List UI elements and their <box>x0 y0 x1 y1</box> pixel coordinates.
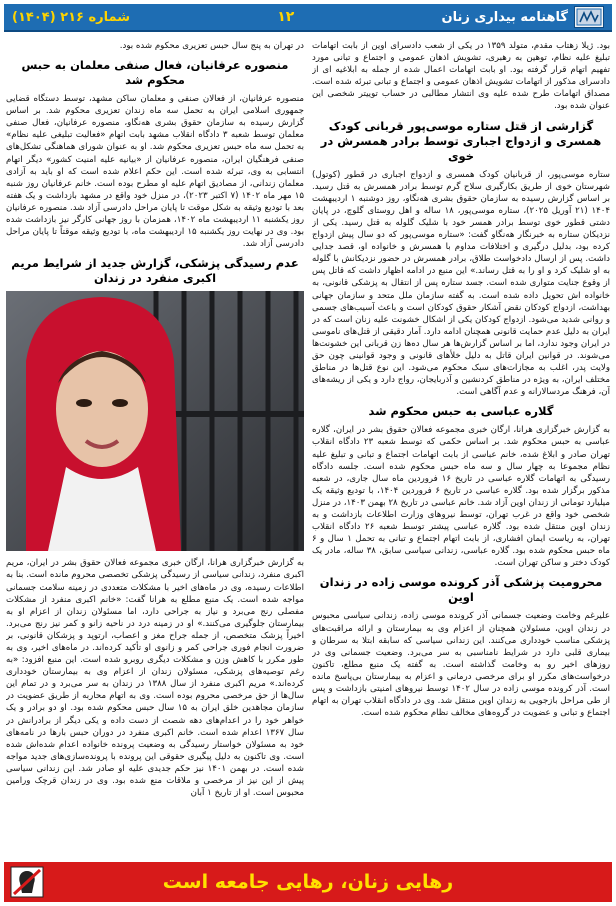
page-footer <box>4 862 612 902</box>
article-body: به گزارش خبرگزاری هرانا، ارگان خبری مجموعه فعالان حقوق بشر در ایران، گلاره عباسی به حبس محکوم شد. بر اساس حکمی که توسط شعبه ۲۳ دادگاه انقلاب تهران صادر و ابلاغ شده، خانم عباسی از بابت اتهامات اجتماع و تبانی و تبلیغ علیه نظام مجموعا به چهار سال و سه ماه حبس محکوم شده است. جلسه دادگاه رسیدگی به اتهامات گلاره عباسی در تاریخ ۱۶ فروردین ماه سال جاری، در شعبه مذکور برگزار شده بود. گلاره عباسی در تاریخ ۶ فروردین ۱۴۰۴، با تودیع وثیقه یک میلیارد تومانی از زندان اوین آزاد شد. خانم عباسی در تاریخ ۲۸ بهمن ۱۴۰۳، در منزل شخصی خود واقع در غرب تهران، توسط نیروهای وزارت اطلاعات بازداشت و به زندان اوین منتقل شده بود. گلاره عباسی پیشتر توسط شعبه ۲۶ دادگاه انقلاب تهران، به ریاست ایمان افشاری، از بابت اتهام اجتماع و تبانی به تحمل ۱ سال و ۶ ماه حبس محکوم شده بود. گلاره عباسی، زندانی سیاسی سابق، ۳۸ ساله، مادر یک کودک دختر و ساکن تهران است. <box>312 425 610 569</box>
article-body: به گزارش خبرگزاری هرانا، ارگان خبری مجموعه فعالان حقوق بشر در ایران، مریم اکبری منفرد، زندانی سیاسی از رسیدگی پزشکی تخصصی محروم مانده است. بنا به اطلاعات رسیده، وی در ماه‌های اخیر با مشکلات متعددی در زمینه سلامت جسمانی مواجه شده است. یک منبع مطلع به هرانا گفت: «خانم اکبری منفرد از مشکلات مفصلی رنج می‌برد و نیاز به جراحی دارد، اما مسئولان زندان از اعزام او به بیمارستان جلوگیری می‌کنند.» او در زمینه درد در ناحیه زانو و کمر نیز رنج می‌برد. اخیراً پزشک متخصص، از جمله جراح مغز و اعصاب، ارتوپد و پزشکان قانونی، بر ضرورت انجام فوری جراحی کمر و زانوی او تأکید کرده‌اند. در ماه‌های اخیر، وی به طور مکرر با کاهش وزن و مشکلات دیگری روبرو شده است. این منبع افزود: «به رغم توصیه‌های پزشکی، مسئولان زندان از اعزام وی به بیمارستان خودداری کرده‌اند.» مریم اکبری منفرد از سال ۱۳۸۸ در زندان به سر می‌برد و در تمام این سال‌ها از حق مرخصی محروم بوده است. وی به اتهام محاربه از طریق عضویت در سازمان مجاهدین خلق ایران به ۱۵ سال حبس محکوم شده بود. او دو برادر و یک خواهر خود را در اعدام‌های دهه شصت از دست داده و یکی دیگر از برادرانش در سال ۱۳۶۷ اعدام شده است. خانم اکبری منفرد در دوران حبس بارها در نامه‌های خود به مسئولان خواستار رسیدگی به وضعیت پرونده خانواده اعدام شده‌اش شده است. وی تاکنون به دلیل پیگیری حقوقی این پرونده با پرونده‌سازی‌های جدید مواجه شده است. در بهمن ۱۴۰۱ نیز حکم جدیدی علیه او صادر شد. این زندانی سیاسی پیش از این نیز از مرخصی و ملاقات منع شده بود. وی در زندان قرچک ورامین محبوس است. او از تاریخ ۱ آبان <box>6 558 304 799</box>
lead-paragraph: در تهران به پنج سال حبس تعزیری محکوم شده بود. <box>119 41 304 51</box>
page-header <box>4 4 612 32</box>
article-title: منصوره عرفانیان، فعال صنفی معلمان به حبس محکوم شد <box>21 58 289 88</box>
left-column <box>6 40 304 855</box>
article-body: علیرغم وخامت وضعیت جسمانی آذر کرونده موسی زاده، زندانی سیاسی محبوس در زندان اوین، مسئولان همچنان از اعزام وی به بیمارستان و ارائه مراقبت‌های پزشکی مناسب خودداری می‌کنند. این زندانی سیاسی که سابقه ابتلا به سرطان و بیماری قلبی دارد در شرایط نامناسبی به سر می‌برد. وضعیت جسمانی وی در روزهای اخیر رو به وخامت گذاشته است. به گفته یک منبع مطلع، تاکنون درخواست‌های مکرر او برای مرخصی درمانی و اعزام به بیمارستان بی‌پاسخ مانده است. آذر کرونده موسی زاده در سال ۱۴۰۲ توسط نیروهای امنیتی بازداشت و پس از طی مراحل بازجویی به زندان اوین منتقل شد. وی در دادگاه انقلاب تهران به اتهام اجتماع و تبانی و عضویت در گروه‌های مخالف نظام محکوم شده است. <box>312 611 610 719</box>
footer-slogan: رهایی زنان، رهایی جامعه است <box>162 871 454 893</box>
stop-violence-icon <box>10 866 44 898</box>
issue-label: شماره ۲۱۶ (۱۴۰۴) <box>12 9 131 25</box>
portrait-photo <box>6 291 304 551</box>
article-body: ستاره موسی‌پور، از قربانیان کودک همسری و ازدواج اجباری در قطور (کوتول) شهرستان خوی از طریق بکارگیری سلاح گرم توسط برادر همسرش به قتل رسید. بر اساس گزارش رسیده به سازمان حقوق بشری هه‌نگاو، روز دوشنبه ۱ اردیبهشت ۱۴۰۴ (۲۱ آوریل ۲۰۲۵)، ستاره موسی‌پور، ۱۸ ساله و اهل روستای گلوچ، در پایان دشتی قطور خوی توسط برادر همسر خود با شلیک گلوله به قتل رسید. یکی از نزدیکان ستاره به خبرنگار هه‌نگاو گفت: «ستاره موسی‌پور که دو سال پیش ازدواج کرده بود، بدلیل درگیری و اختلافات مداوم با همسرش و خانواده او، قصد جدایی داشت. پس از ارسال دادخواست طلاق، برادر همسرش در حضور نزدیکانش با گلوله به او شلیک کرد و او را به قتل رساند.» این منبع در ادامه اظهار داشت که قاتل پس از وقوع جنایت متواری شده است. جسد ستاره پس از انتقال به پزشکی قانونی، به خانواده اش تحویل داده شده است. به گفته سازمان ملل متحد و سازمان جهانی بهداشت، ازدواج کودکان نقض آشکار حقوق کودکان است و باعث آسیب‌های جسمی و روانی شدید می‌شود. ازدواج کودکان یکی از اشکال خشونت علیه زنان است که در ایران به دلیل عدم حمایت قانونی همچنان ادامه دارد. آمار دقیقی از قتل‌های ناموسی در ایران وجود ندارد، اما بر اساس گزارش‌ها هر سال ده‌ها زن قربانی این خشونت‌ها می‌شوند. در قوانین ایران قاتل به دلیل خلأهای قانونی و وجود قوانینی چون حق ولایت پدر، اغلب به مجازات‌های سبک محکوم می‌شود. این نوع قتل‌ها در مناطق مختلف ایران، به ویژه در مناطق کردنشین و آذربایجان، رواج دارد و یکی از ریشه‌های آن، فرهنگ مردسالارانه و عدم آگاهی است. <box>312 169 610 398</box>
page-number: ۱۲ <box>277 9 295 25</box>
lead-paragraph: بود. ژیلا زهتاب مقدم، متولد ۱۳۵۹ در یکی از شعب دادسرای اوین از بابت اتهامات تبلیغ علیه نظام، توهین به رهبری، تشویش اذهان عمومی و اجتماع و تبانی مورد تفهیم اتهام قرار گرفته بود. او بابت اتهامات اعمال شده از جمله به ابلاغیه ای از دادسرای مذکور از اتهامات تشویش اذهان عمومی و اجتماع و تبانی تبرئه شده است. مصداق اتهامات طرح شده علیه وی انتشار مطالبی در حساب توییتر شخصی این عنوان شده بود. <box>312 41 610 112</box>
article-title: گزارشی از قتل ستاره موسی‌پور قربانی کودک همسری و ازدواج اجباری توسط برادر همسرش در خوی <box>320 118 602 163</box>
article-columns <box>6 40 610 855</box>
article-title: عدم رسیدگی پزشکی، گزارش جدید از شرایط مریم اکبری منفرد در زندان <box>11 256 299 286</box>
article-title: گلاره عباسی به حبس محکوم شد <box>368 404 554 419</box>
right-column <box>312 40 610 855</box>
masthead <box>441 6 604 28</box>
article-body: منصوره عرفانیان، از فعالان صنفی و معلمان ساکن مشهد، توسط دستگاه قضایی جمهوری اسلامی ایران به تحمل سه ماه زندان تعزیری محکوم شد. بر اساس گزارش رسیده به سازمان حقوق بشری هه‌نگاو، منصوره عرفانیان، فعال صنفی معلمان توسط شعبه ۳ دادگاه انقلاب مشهد بابت اتهام «فعالیت تبلیغی علیه نظام» به تحمل سه ماه حبس تعزیری محکوم شد. او به عنوان شورای هماهنگی تشکل‌های صنفی فرهنگیان ایران، منصوره عرفانیان از «بیانیه علیه امنیت کشور» دیگر اتهام انتسابی به وی، تبرئه شده است. این حکم اعلام شده است که او باید به آزادی معلمان زندانی، از مصادیق اتهام علیه او مطرح بوده است. خانم عرفانیان روز شنبه ۱۵ مهر ماه ۱۴۰۲ (۷ اکتبر ۲۰۲۳)، در منزل خود واقع در مشهد بازداشت و یک هفته بعد با تودیع وثیقه به شکل موقت تا پایان مراحل دادرسی آزاد شد. منصوره عرفانیان روز یکشنبه ۱۱ اردیبهشت ماه ۱۴۰۲، همزمان با روز جهانی کارگر نیز بازداشت شده بود. وی در نهایت روز یکشنبه ۱۵ اردیبهشت ماه، با تودیع وثیقه موقتاً تا پایان مراحل دادرسی آزاد شد. <box>6 94 304 250</box>
article-title: محرومیت پزشکی آذر کرونده موسی زاده در زندان اوین <box>319 575 603 605</box>
magazine-logo-icon <box>574 6 604 28</box>
masthead-title: گاهنامه بیداری زنان <box>441 9 568 25</box>
